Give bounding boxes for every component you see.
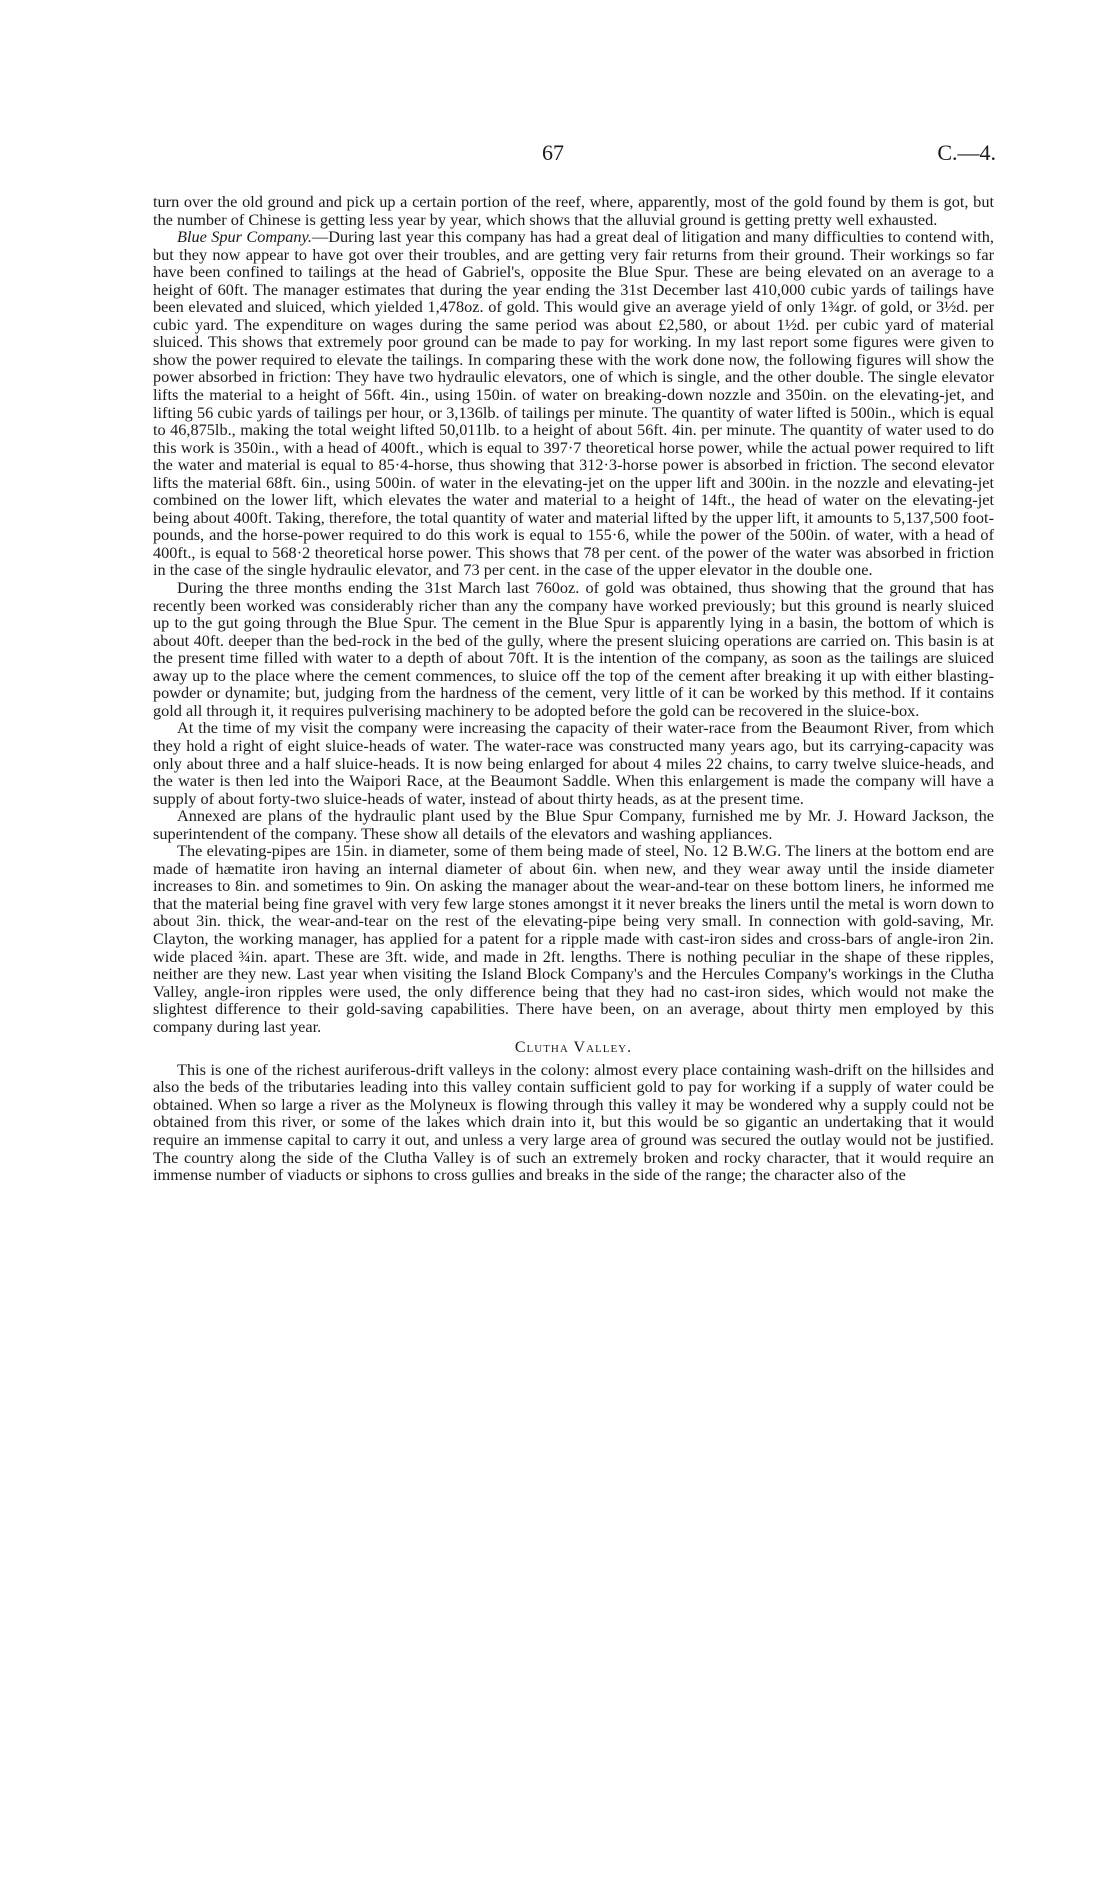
paragraph-water-race — [153, 719, 994, 807]
paragraph-clutha-valley — [153, 1061, 994, 1184]
paragraph-continuation — [153, 193, 994, 228]
paragraph-blue-spur — [153, 228, 994, 579]
document-reference: C.—4. — [937, 140, 996, 165]
paragraph-text: —During last year this company has had a great deal of litigation and many difficulties to contend with, but they now appear to have got over their troubles, and are getting very fair returns from their ground. Their workings so far have been confined to tailings at the head of Gabriel's, opposite the Blue Spur. These are being elevated on an average to a height of 60ft. The manager estimates that during the year ending the 31st December last 410,000 cubic yards of tailings have been elevated and sluiced, which yielded 1,478oz. of gold. This would give an average yield of only 1¾gr. of gold, or 3½d. per cubic yard. The expenditure on wages during the same period was about £2,580, or about 1½d. per cubic yard of material sluiced. This shows that extremely poor ground can be made to pay for working. In my last report some figures were given to show the power required to elevate the tailings. In comparing these with the work done now, the following figures will show the power absorbed in friction: They have two hydraulic elevators, one of which is single, and the other double. The single elevator lifts the material to a height of 56ft. 4in., using 150in. of water on breaking-down nozzle and 350in. on the elevating-jet, and lifting 56 cubic yards of tailings per hour, or 3,136lb. of tailings per minute. The quantity of water lifted is 500in., which is equal to 46,875lb., making the total weight lifted 50,011lb. to a height of about 56ft. 4in. per minute. The quantity of water used to do this work is 350in., with a head of 400ft., which is equal to 397·7 theoretical horse power, while the actual power required to lift the water and material is equal to 85·4-horse, thus showing that 312·3-horse power is absorbed in friction. The second elevator lifts the material 68ft. 6in., using 500in. of water in the elevating-jet on the upper lift and 300in. in the nozzle and elevating-jet combined on the lower lift, which elevates the water and material to a height of 14ft., the head of water on the elevating-jet being about 400ft. Taking, therefore, the total quantity of water and material lifted by the upper lift, it amounts to 5,137,500 foot-pounds, and the horse-power required to do this work is equal to 155·6, while the power of the 500in. of water, with a head of 400ft., is equal to 568·2 theoretical horse power. This shows that 78 per cent. of the power of the water was absorbed in friction in the case of the single hydraulic elevator, and 73 per cent. in the case of the upper elevator in the double one. — [153, 227, 995, 580]
section-heading: Clutha Valley. — [514, 1039, 633, 1057]
paragraph-text: This is one of the richest auriferous-drift valleys in the colony: almost every place containing wash-drift on the hillsides and also the beds of the tributaries leading into this valley contain sufficient gold to pay for working if a supply of water could be obtained. When so large a river as the Molyneux is flowing through this valley it may be wondered why a supply could not be obtained from this river, or some of the lakes which drain into it, but this would be so gigantic an undertaking that it would require an immense capital to carry it out, and unless a very large area of ground was secured the outlay would not be justified. The country along the side of the Clutha Valley is of such an extremely broken and rocky character, that it would require an immense number of viaducts or siphons to cross gullies and breaks in the side of the range; the character also of the — [153, 1059, 994, 1185]
paragraph-plans — [153, 807, 994, 842]
paragraph-text: Annexed are plans of the hydraulic plant used by the Blue Spur Company, furnished me by Mr. J. Howard Jackson, the superintendent of the company. These show all details of the elevators and washing appliances. — [153, 806, 994, 843]
paragraph-text: turn over the old ground and pick up a certain portion of the reef, where, apparently, most of the gold found by them is got, but the number of Chinese is getting less year by year, which shows that the alluvial ground is getting pretty well exhausted. — [153, 192, 994, 229]
paragraph-three-months — [153, 579, 994, 719]
paragraph-text: During the three months ending the 31st March last 760oz. of gold was obtained, thus showing that the ground that has recently been worked was considerably richer than any the company have worked previously; but this ground is nearly sluiced up to the gut going through the Blue Spur. The cement in the Blue Spur is apparently lying in a basin, the bottom of which is about 40ft. deeper than the bed-rock in the bed of the gully, where the present sluicing operations are carried on. This basin is at the present time filled with water to a depth of about 70ft. It is the intention of the company, as soon as the tailings are sluiced away up to the place where the cement commences, to sluice off the top of the cement after breaking it up with either blasting-powder or dynamite; but, judging from the hardness of the cement, very little of it can be worked by this method. If it contains gold all through it, it requires pulverising machinery to be adopted before the gold can be recovered in the sluice-box. — [153, 578, 994, 720]
page-header — [0, 140, 1114, 170]
paragraph-elevating-pipes — [153, 842, 994, 1035]
document-body — [153, 193, 994, 1184]
page-number: 67 — [542, 140, 564, 165]
paragraph-text: At the time of my visit the company were increasing the capacity of their water-race from the Beaumont River, from which they hold a right of eight sluice-heads of water. The water-race was constructed many years ago, but its carrying-capacity was only about three and a half sluice-heads. It is now being enlarged for about 4 miles 22 chains, to carry twelve sluice-heads, and the water is then led into the Waipori Race, at the Beaumont Saddle. When this enlargement is made the company will have a supply of about forty-two sluice-heads of water, instead of about thirty heads, as at the present time. — [153, 718, 994, 808]
paragraph-text: The elevating-pipes are 15in. in diameter, some of them being made of steel, No. 12 B.W.G. The liners at the bottom end are made of hæmatite iron having an internal diameter of about 6in. when new, and they wear away until the inside diameter increases to 8in. and sometimes to 9in. On asking the manager about the wear-and-tear on these bottom liners, he informed me that the material being fine gravel with very few large stones amongst it it never breaks the liners until the metal is worn down to about 3in. thick, the wear-and-tear on the rest of the elevating-pipe being very small. In connection with gold-saving, Mr. Clayton, the working manager, has applied for a patent for a ripple made with cast-iron sides and cross-bars of angle-iron 2in. wide placed ¾in. apart. These are 3ft. wide, and made in 2ft. lengths. There is nothing peculiar in the shape of these ripples, neither are they new. Last year when visiting the Island Block Company's and the Hercules Company's workings in the Clutha Valley, angle-iron ripples were used, the only difference being that they had no cast-iron sides, which would not make the slightest difference to their gold-saving capabilities. There have been, on an average, about thirty men employed by this company during last year. — [153, 841, 994, 1036]
paragraph-lead-in: Blue Spur Company. — [177, 227, 312, 247]
